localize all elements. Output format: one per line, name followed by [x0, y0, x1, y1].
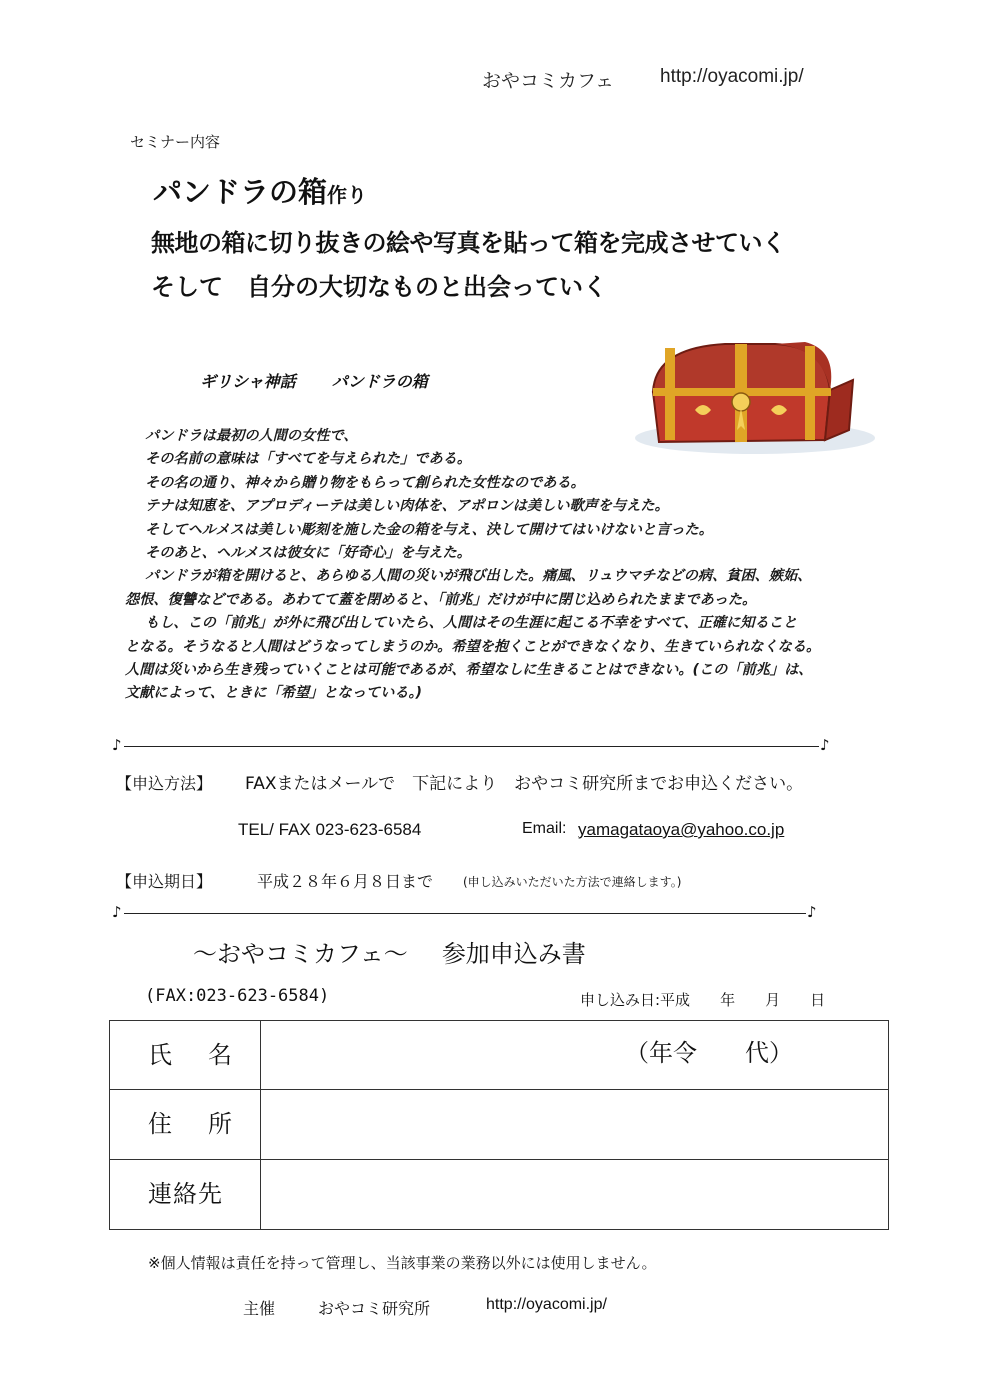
- subtitle-line-2: そして 自分の大切なものと出会っていく: [151, 273, 607, 301]
- myth-story: [125, 425, 875, 706]
- story-line: もし、この「前兆」が外に飛び出していたら、人間はその生涯に起こる不幸をすべて、正確に知ること: [145, 615, 798, 632]
- divider: [124, 746, 819, 747]
- myth-heading-right: パンドラの箱: [331, 372, 428, 391]
- footer-url[interactable]: http://oyacomi.jp/: [486, 1296, 607, 1313]
- myth-heading: [200, 369, 428, 392]
- story-line: となる。そうなると人間はどうなってしまうのか。希望を抱くことができなくなり、生きていられなくなる。: [125, 638, 821, 655]
- story-line: 文献によって、ときに「希望」となっている。): [125, 685, 423, 702]
- music-note-icon: ♪: [112, 736, 122, 754]
- music-note-icon: ♪: [112, 903, 122, 921]
- column-divider: [260, 1160, 261, 1230]
- footer-host-org: おやコミ研究所: [318, 1299, 431, 1318]
- deadline-label: 【申込期日】: [116, 872, 213, 891]
- apply-method-label: 【申込方法】: [116, 774, 213, 793]
- form-title: [193, 934, 586, 969]
- form-row-address: [110, 1089, 888, 1160]
- date-month: 月: [765, 991, 781, 1009]
- form-fax: (FAX:023-623-6584): [145, 986, 330, 1006]
- header-url[interactable]: http://oyacomi.jp/: [660, 66, 804, 87]
- title-main: パンドラの箱: [153, 175, 328, 209]
- form-row-label: 連絡先: [148, 1180, 223, 1208]
- email-link[interactable]: yamagataoya@yahoo.co.jp: [578, 820, 785, 839]
- form-row-label: 氏 名: [148, 1041, 238, 1069]
- story-line: そしてヘルメスは美しい彫刻を施した金の箱を与え、決して開けてはいけないと言った。: [145, 521, 713, 538]
- story-line: パンドラが箱を開けると、あらゆる人間の災いが飛び出した。痛風、リュウマチなどの病、貧困、嫉妬、: [145, 568, 812, 585]
- form-row-label: 住 所: [148, 1110, 238, 1138]
- story-line: テナは知恵を、アプロディーテは美しい肉体を、アポロンは美しい歌声を与えた。: [145, 498, 669, 515]
- subtitle-line-1: 無地の箱に切り抜きの絵や写真を貼って箱を完成させていく: [151, 229, 786, 257]
- story-line: 怨恨、復讐などである。あわてて蓋を閉めると、「前兆」だけが中に閉じ込められたままであった。: [125, 591, 757, 608]
- application-form-table: [109, 1020, 889, 1230]
- title-suffix: 作り: [327, 183, 368, 207]
- date-prefix: 申し込み日:平成: [580, 991, 691, 1009]
- story-line: その名前の意味は「すべてを与えられた」である。: [145, 451, 472, 468]
- story-line: パンドラは最初の人間の女性で、: [145, 428, 358, 444]
- email-label: Email:: [522, 820, 567, 837]
- music-note-icon: ♪: [820, 736, 830, 754]
- header-site-name: おやコミカフェ: [482, 70, 615, 92]
- form-title-right: 参加申込み書: [441, 940, 586, 968]
- date-year: 年: [720, 991, 736, 1009]
- section-label: セミナー内容: [130, 133, 221, 151]
- contact-tel-fax: TEL/ FAX 023-623-6584: [238, 820, 422, 839]
- footer-host-label: 主催: [243, 1299, 276, 1318]
- divider: [124, 913, 806, 914]
- form-title-left: ～おやコミカフェ～: [193, 940, 408, 968]
- story-line: その名の通り、神々から贈り物をもらって創られた女性なのである。: [145, 474, 585, 491]
- deadline-date: 平成２８年６月８日まで: [257, 872, 434, 891]
- age-field[interactable]: （年令 代）: [625, 1039, 793, 1067]
- apply-method-text: FAXまたはメールで 下記により おやコミ研究所までお申込ください。: [245, 774, 804, 794]
- page-title: [153, 170, 367, 211]
- column-divider: [260, 1090, 261, 1160]
- story-line: そのあと、ヘルメスは彼女に「好奇心」を与えた。: [145, 545, 471, 562]
- form-date: [580, 989, 825, 1010]
- myth-heading-left: ギリシャ神話: [200, 372, 296, 391]
- deadline-note: (申し込みいただいた方法で連絡します。): [463, 875, 682, 889]
- form-row-contact: [110, 1159, 888, 1230]
- date-day: 日: [810, 991, 826, 1009]
- column-divider: [260, 1021, 261, 1089]
- story-line: 人間は災いから生き残っていくことは可能であるが、希望なしに生きることはできない。(この「前兆」は、: [125, 662, 813, 679]
- form-row-name: [110, 1021, 888, 1089]
- privacy-note: ※個人情報は責任を持って管理し、当該事業の業務以外には使用しません。: [148, 1254, 657, 1272]
- music-note-icon: ♪: [807, 903, 817, 921]
